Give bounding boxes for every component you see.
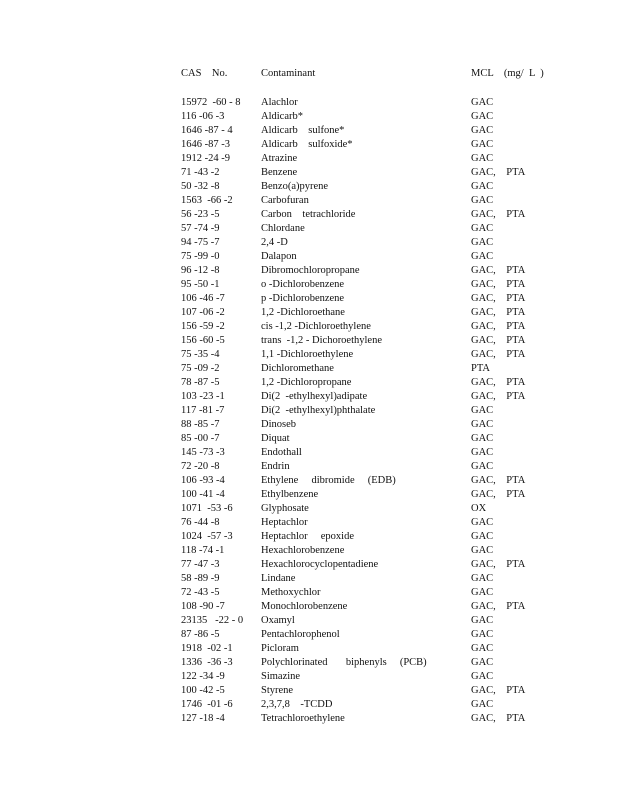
- contaminant-name: Ethylbenzene: [261, 489, 319, 500]
- table-row: [181, 208, 581, 222]
- mcl-value: GAC, PTA: [471, 559, 526, 570]
- cas-number: 117 -81 -7: [181, 405, 225, 416]
- contaminant-name: Ethylene dibromide (EDB): [261, 475, 396, 486]
- cas-number: 145 -73 -3: [181, 447, 225, 458]
- mcl-value: GAC: [471, 615, 494, 626]
- mcl-value: GAC: [471, 699, 494, 710]
- mcl-value: GAC, PTA: [471, 475, 526, 486]
- mcl-value: GAC: [471, 181, 494, 192]
- table-row: [181, 558, 581, 572]
- table-row: [181, 334, 581, 348]
- contaminant-name: Di(2 -ethylhexyl)phthalate: [261, 405, 376, 416]
- mcl-value: GAC: [471, 223, 494, 234]
- cas-number: 50 -32 -8: [181, 181, 220, 192]
- cas-number: 23135 -22 - 0: [181, 615, 244, 626]
- table-row: [181, 516, 581, 530]
- table-row: [181, 586, 581, 600]
- table-body: [181, 96, 581, 726]
- contaminant-name: Lindane: [261, 573, 296, 584]
- table-row: [181, 152, 581, 166]
- contaminant-name: 2,3,7,8 -TCDD: [261, 699, 333, 710]
- table-row: [181, 544, 581, 558]
- mcl-value: GAC, PTA: [471, 265, 526, 276]
- cas-number: 57 -74 -9: [181, 223, 220, 234]
- table-row: [181, 432, 581, 446]
- table-row: [181, 488, 581, 502]
- mcl-value: GAC: [471, 97, 494, 108]
- cas-number: 88 -85 -7: [181, 419, 220, 430]
- table-row: [181, 600, 581, 614]
- table-row: [181, 292, 581, 306]
- cas-number: 78 -87 -5: [181, 377, 220, 388]
- cas-number: 1912 -24 -9: [181, 153, 230, 164]
- table-row: [181, 180, 581, 194]
- contaminant-name: Monochlorobenzene: [261, 601, 348, 612]
- cas-number: 75 -09 -2: [181, 363, 220, 374]
- mcl-value: GAC: [471, 125, 494, 136]
- mcl-value: GAC, PTA: [471, 293, 526, 304]
- table-row: [181, 306, 581, 320]
- contaminant-name: Diquat: [261, 433, 290, 444]
- mcl-value: GAC, PTA: [471, 335, 526, 346]
- contaminant-name: Carbon tetrachloride: [261, 209, 356, 220]
- contaminant-name: Chlordane: [261, 223, 305, 234]
- cas-number: 1563 -66 -2: [181, 195, 233, 206]
- cas-number: 94 -75 -7: [181, 237, 220, 248]
- cas-number: 1336 -36 -3: [181, 657, 233, 668]
- mcl-value: GAC, PTA: [471, 489, 526, 500]
- table-row: [181, 712, 581, 726]
- table-row: [181, 166, 581, 180]
- table-row: [181, 124, 581, 138]
- cas-number: 1646 -87 -3: [181, 139, 230, 150]
- cas-number: 156 -59 -2: [181, 321, 225, 332]
- cas-number: 72 -43 -5: [181, 587, 220, 598]
- mcl-value: GAC: [471, 531, 494, 542]
- table-row: [181, 418, 581, 432]
- contaminant-name: 1,2 -Dichloropropane: [261, 377, 352, 388]
- mcl-value: GAC, PTA: [471, 601, 526, 612]
- table-row: [181, 656, 581, 670]
- mcl-value: GAC: [471, 195, 494, 206]
- table-row: [181, 446, 581, 460]
- contaminant-table: [181, 67, 581, 726]
- contaminant-name: trans -1,2 - Dichoroethylene: [261, 335, 383, 346]
- contaminant-name: 1,2 -Dichloroethane: [261, 307, 345, 318]
- contaminant-name: Heptachlor: [261, 517, 308, 528]
- contaminant-name: Polychlorinated biphenyls (PCB): [261, 657, 427, 668]
- table-row: [181, 194, 581, 208]
- contaminant-name: cis -1,2 -Dichloroethylene: [261, 321, 371, 332]
- contaminant-name: Di(2 -ethylhexyl)adipate: [261, 391, 368, 402]
- mcl-value: GAC: [471, 671, 494, 682]
- header-cas-no: CAS No.: [181, 68, 228, 79]
- contaminant-name: p -Dichlorobenzene: [261, 293, 345, 304]
- table-row: [181, 698, 581, 712]
- cas-number: 100 -42 -5: [181, 685, 225, 696]
- cas-number: 85 -00 -7: [181, 433, 220, 444]
- table-row: [181, 474, 581, 488]
- table-row: [181, 236, 581, 250]
- contaminant-name: Benzene: [261, 167, 298, 178]
- table-row: [181, 348, 581, 362]
- contaminant-name: Glyphosate: [261, 503, 309, 514]
- table-row: [181, 390, 581, 404]
- mcl-value: GAC: [471, 643, 494, 654]
- table-row: [181, 278, 581, 292]
- contaminant-name: Dinoseb: [261, 419, 296, 430]
- contaminant-name: 2,4 -D: [261, 237, 288, 248]
- cas-number: 72 -20 -8: [181, 461, 220, 472]
- table-row: [181, 670, 581, 684]
- mcl-value: GAC, PTA: [471, 321, 526, 332]
- table-row: [181, 530, 581, 544]
- table-row: [181, 684, 581, 698]
- table-row: [181, 502, 581, 516]
- cas-number: 1024 -57 -3: [181, 531, 233, 542]
- cas-number: 107 -06 -2: [181, 307, 225, 318]
- cas-number: 77 -47 -3: [181, 559, 220, 570]
- mcl-value: GAC: [471, 405, 494, 416]
- contaminant-name: Dichloromethane: [261, 363, 334, 374]
- mcl-value: GAC: [471, 461, 494, 472]
- mcl-value: GAC: [471, 587, 494, 598]
- cas-number: 15972 -60 - 8: [181, 97, 241, 108]
- contaminant-name: Picloram: [261, 643, 299, 654]
- cas-number: 1746 -01 -6: [181, 699, 233, 710]
- cas-number: 58 -89 -9: [181, 573, 220, 584]
- table-row: [181, 572, 581, 586]
- header-contaminant: Contaminant: [261, 68, 316, 79]
- mcl-value: PTA: [471, 363, 490, 374]
- cas-number: 127 -18 -4: [181, 713, 225, 724]
- cas-number: 1646 -87 - 4: [181, 125, 233, 136]
- cas-number: 108 -90 -7: [181, 601, 225, 612]
- contaminant-name: Carbofuran: [261, 195, 309, 206]
- contaminant-name: Styrene: [261, 685, 294, 696]
- cas-number: 56 -23 -5: [181, 209, 220, 220]
- contaminant-name: Endothall: [261, 447, 302, 458]
- table-row: [181, 404, 581, 418]
- mcl-value: GAC, PTA: [471, 391, 526, 402]
- cas-number: 75 -35 -4: [181, 349, 220, 360]
- table-row: [181, 376, 581, 390]
- cas-number: 103 -23 -1: [181, 391, 225, 402]
- contaminant-name: Pentachlorophenol: [261, 629, 340, 640]
- cas-number: 106 -46 -7: [181, 293, 225, 304]
- cas-number: 156 -60 -5: [181, 335, 225, 346]
- table-row: [181, 110, 581, 124]
- mcl-value: GAC: [471, 657, 494, 668]
- table-row: [181, 628, 581, 642]
- contaminant-name: Benzo(a)pyrene: [261, 181, 329, 192]
- cas-number: 1918 -02 -1: [181, 643, 233, 654]
- cas-number: 71 -43 -2: [181, 167, 220, 178]
- cas-number: 1071 -53 -6: [181, 503, 233, 514]
- mcl-value: GAC: [471, 419, 494, 430]
- mcl-value: GAC: [471, 545, 494, 556]
- mcl-value: GAC: [471, 447, 494, 458]
- mcl-value: GAC, PTA: [471, 209, 526, 220]
- table-row: [181, 138, 581, 152]
- mcl-value: GAC, PTA: [471, 349, 526, 360]
- table-row: [181, 264, 581, 278]
- contaminant-name: Aldicarb sulfone*: [261, 125, 345, 136]
- mcl-value: GAC, PTA: [471, 685, 526, 696]
- mcl-value: GAC: [471, 433, 494, 444]
- mcl-value: GAC: [471, 251, 494, 262]
- contaminant-name: Hexachlorocyclopentadiene: [261, 559, 379, 570]
- cas-number: 95 -50 -1: [181, 279, 220, 290]
- contaminant-name: Endrin: [261, 461, 290, 472]
- cas-number: 118 -74 -1: [181, 545, 225, 556]
- cas-number: 76 -44 -8: [181, 517, 220, 528]
- mcl-value: GAC, PTA: [471, 279, 526, 290]
- contaminant-name: Aldicarb sulfoxide*: [261, 139, 353, 150]
- contaminant-name: Atrazine: [261, 153, 298, 164]
- contaminant-name: Oxamyl: [261, 615, 295, 626]
- table-row: [181, 614, 581, 628]
- mcl-value: GAC: [471, 517, 494, 528]
- mcl-value: GAC, PTA: [471, 167, 526, 178]
- table-row: [181, 320, 581, 334]
- cas-number: 116 -06 -3: [181, 111, 225, 122]
- contaminant-name: Aldicarb*: [261, 111, 303, 122]
- table-row: [181, 642, 581, 656]
- mcl-value: GAC: [471, 573, 494, 584]
- cas-number: 96 -12 -8: [181, 265, 220, 276]
- contaminant-name: o -Dichlorobenzene: [261, 279, 345, 290]
- mcl-value: OX: [471, 503, 487, 514]
- contaminant-name: Methoxychlor: [261, 587, 321, 598]
- cas-number: 122 -34 -9: [181, 671, 225, 682]
- table-row: [181, 222, 581, 236]
- contaminant-name: Dalapon: [261, 251, 297, 262]
- table-row: [181, 250, 581, 264]
- cas-number: 87 -86 -5: [181, 629, 220, 640]
- mcl-value: GAC, PTA: [471, 377, 526, 388]
- cas-number: 100 -41 -4: [181, 489, 225, 500]
- mcl-value: GAC: [471, 629, 494, 640]
- mcl-value: GAC, PTA: [471, 713, 526, 724]
- table-row: [181, 96, 581, 110]
- table-row: [181, 460, 581, 474]
- cas-number: 75 -99 -0: [181, 251, 220, 262]
- mcl-value: GAC: [471, 237, 494, 248]
- cas-number: 106 -93 -4: [181, 475, 225, 486]
- header-mcl: MCL (mg/ L ): [471, 68, 544, 79]
- contaminant-name: Simazine: [261, 671, 301, 682]
- contaminant-name: Heptachlor epoxide: [261, 531, 355, 542]
- contaminant-name: Tetrachloroethylene: [261, 713, 345, 724]
- contaminant-name: Dibromochloropropane: [261, 265, 360, 276]
- mcl-value: GAC: [471, 139, 494, 150]
- table-header: [181, 67, 581, 81]
- table-row: [181, 362, 581, 376]
- contaminant-name: Alachlor: [261, 97, 298, 108]
- mcl-value: GAC: [471, 111, 494, 122]
- mcl-value: GAC, PTA: [471, 307, 526, 318]
- contaminant-name: Hexachlorobenzene: [261, 545, 345, 556]
- mcl-value: GAC: [471, 153, 494, 164]
- contaminant-name: 1,1 -Dichloroethylene: [261, 349, 354, 360]
